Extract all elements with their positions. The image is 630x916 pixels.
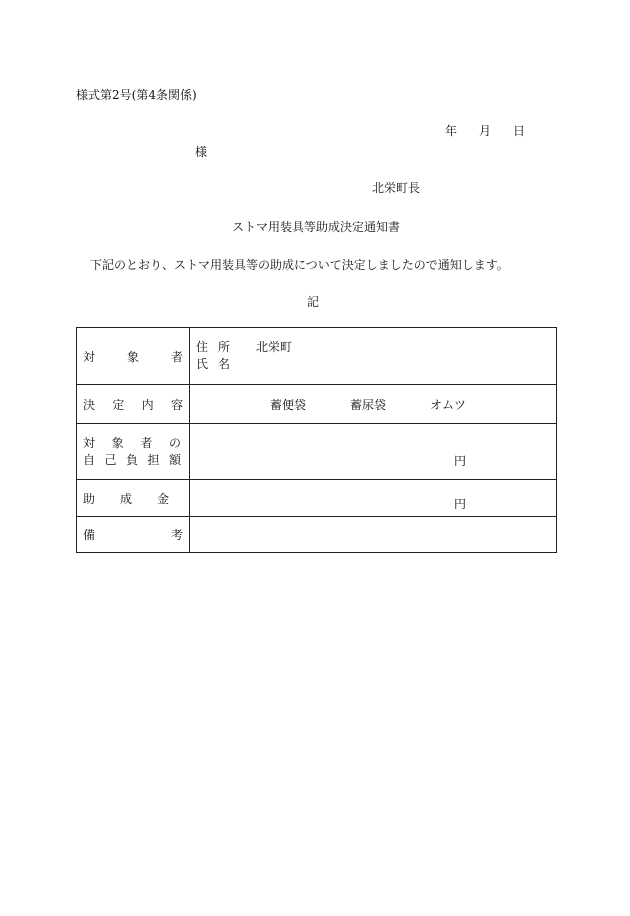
body-text: 下記のとおり、ストマ用装具等の助成について決定しましたので通知します。 (90, 258, 509, 272)
name-line (190, 356, 556, 373)
remarks-value-cell (190, 517, 557, 553)
subsidy-unit: 円 (453, 496, 466, 511)
date-year: 年 (445, 124, 458, 138)
subject-label-char: 者 (170, 349, 183, 364)
subsidy-label-char: 成 (119, 491, 132, 506)
subject-label-cell (77, 328, 190, 385)
subsidy-label-char: 金 (156, 491, 169, 506)
burden-label-line2-char: 負 (125, 452, 138, 467)
subject-label-char: 象 (126, 349, 139, 364)
address-label-char: 住 (196, 340, 209, 354)
note-mark: 記 (307, 295, 320, 309)
name-label-char: 名 (217, 357, 230, 371)
subsidy-label-cell (77, 480, 190, 517)
subject-label (83, 348, 183, 365)
subject-label-char: 対 (83, 349, 96, 364)
burden-label-line2-char: 担 (147, 452, 160, 467)
form-number: 様式第2号(第4条関係) (76, 88, 197, 102)
subsidy-value-cell (190, 480, 557, 517)
decision-option-diaper: オムツ (429, 397, 466, 412)
decision-option-stool-bag: 蓄便袋 (269, 397, 306, 412)
name-label (196, 356, 230, 373)
burden-unit: 円 (453, 454, 466, 468)
address-label (196, 339, 230, 356)
address-value: 北栄町 (256, 340, 293, 354)
burden-value-cell (190, 424, 557, 480)
name-label-char: 氏 (196, 357, 209, 371)
remarks-label-cell (77, 517, 190, 553)
date-line (445, 122, 525, 139)
document-title: ストマ用装具等助成決定通知書 (232, 220, 401, 234)
decision-options (190, 396, 556, 413)
issuer: 北栄町長 (372, 181, 421, 195)
decision-label-char: 決 (83, 397, 96, 412)
address-line (190, 339, 556, 356)
subject-value-cell (190, 328, 557, 385)
decision-label-char: 定 (112, 397, 125, 412)
remarks-label-char: 考 (170, 528, 183, 542)
burden-label-line2-char: 額 (168, 452, 181, 467)
burden-label-line1-char: の (168, 435, 181, 450)
remarks-label-char: 備 (83, 528, 96, 542)
burden-label-line1-char: 者 (140, 435, 153, 450)
table-row-subsidy (77, 480, 557, 517)
decision-options-cell (190, 385, 557, 424)
subsidy-label-char: 助 (83, 491, 96, 506)
date-month: 月 (479, 124, 492, 138)
recipient-suffix: 様 (195, 145, 208, 159)
decision-table (76, 327, 557, 553)
decision-label (83, 396, 183, 413)
address-label-char: 所 (217, 340, 230, 354)
burden-label-line1-char: 対 (83, 435, 96, 450)
subsidy-label (83, 490, 183, 507)
burden-label-line2-char: 自 (83, 452, 96, 467)
table-row-burden (77, 424, 557, 480)
date-day: 日 (513, 124, 526, 138)
burden-label-line2 (83, 452, 183, 469)
decision-label-cell (77, 385, 190, 424)
decision-option-urine-bag: 蓄尿袋 (349, 397, 386, 412)
burden-label-line1-char: 象 (111, 435, 124, 450)
table-row-decision (77, 385, 557, 424)
burden-label-line2-char: 己 (104, 452, 117, 467)
table-row-subject (77, 328, 557, 385)
burden-label-cell (77, 424, 190, 480)
remarks-label (83, 526, 183, 543)
table-row-remarks (77, 517, 557, 553)
burden-label-line1 (83, 435, 183, 452)
decision-label-char: 容 (170, 397, 183, 412)
decision-label-char: 内 (141, 397, 154, 412)
